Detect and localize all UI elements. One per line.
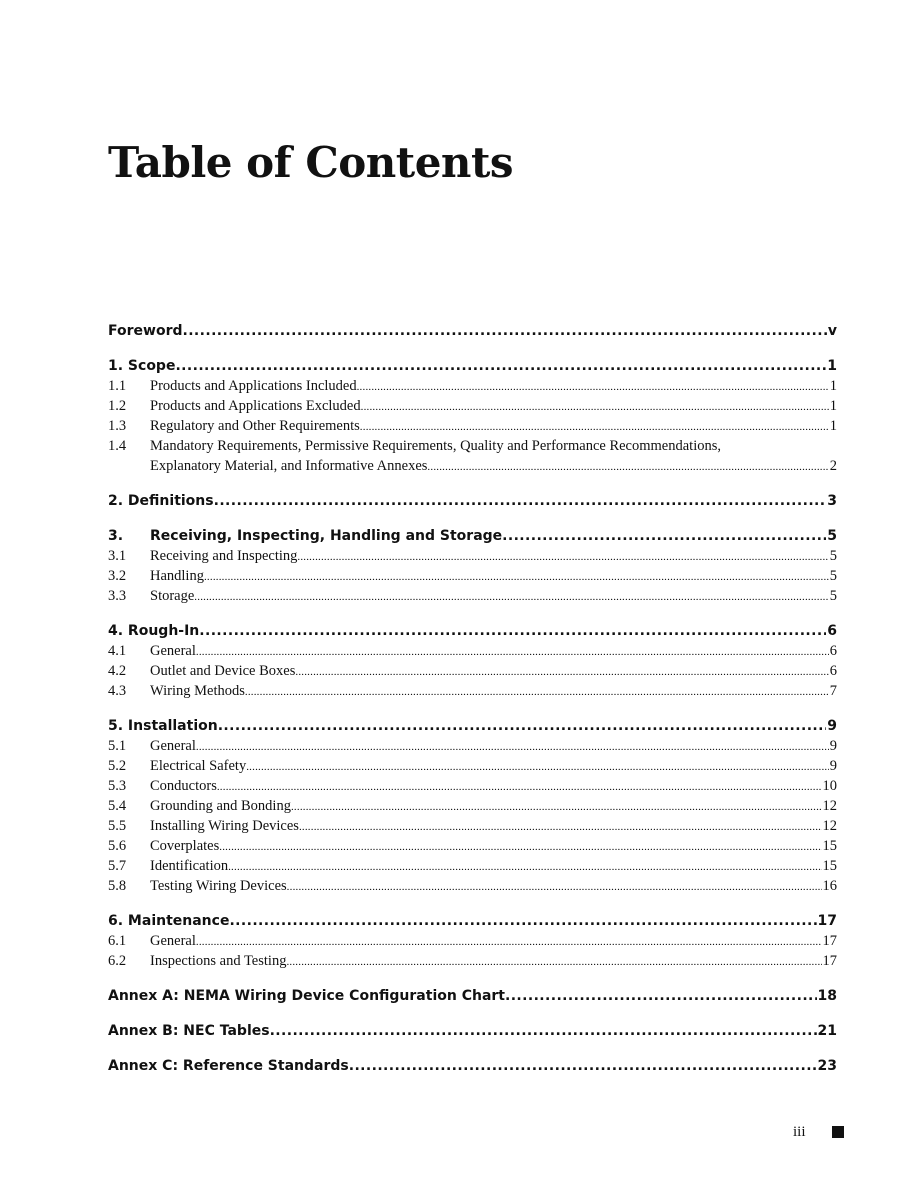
toc-subentry-title: Inspections and Testing [150,953,287,969]
toc-heading-page: v [827,323,837,339]
toc-subentry-number: 5.5 [108,818,127,834]
toc-heading-title: Annex C: Reference Standards [108,1058,349,1074]
toc-subentry-continuation[interactable] [108,456,837,476]
toc-subentry-title-continued: Explanatory Material, and Informative Annexes [150,458,428,474]
toc-subentry-page: 7 [829,683,837,699]
toc-subentry-page: 1 [829,398,837,414]
toc-subentry-title: General [150,643,196,659]
toc-heading-title: 1. Scope [108,358,176,374]
toc-heading-entry[interactable] [108,491,837,511]
toc-section [108,321,837,341]
toc-subentry[interactable] [108,416,837,436]
toc-subentry-page: 5 [829,568,837,584]
toc-subentry-page: 6 [829,643,837,659]
toc-subentry[interactable] [108,796,837,816]
toc-subentry-page: 5 [829,588,837,604]
toc-subentry-number: 4.2 [108,663,127,679]
toc-heading-entry[interactable] [108,911,837,931]
toc-subentry-title: Regulatory and Other Requirements [150,418,360,434]
dot-leader [299,816,822,836]
toc-subentry-number: 5.1 [108,738,127,754]
toc-heading-entry[interactable] [108,356,837,376]
toc-subentry-page: 2 [829,458,837,474]
square-marker-icon [832,1126,844,1138]
dot-leader [291,796,822,816]
toc-subentry[interactable] [108,376,837,396]
dot-leader [196,736,829,756]
toc-subentry-page: 6 [829,663,837,679]
toc-subentry[interactable] [108,546,837,566]
toc-subentry-page: 1 [829,418,837,434]
toc-subentry-title: Coverplates [150,838,220,854]
toc-subentry-page: 15 [822,858,837,874]
toc-subentry[interactable] [108,566,837,586]
toc-subentry-title: General [150,933,196,949]
toc-subentry-page: 17 [822,953,837,969]
toc-subentry-number: 4.3 [108,683,127,699]
toc-subentry-title: Electrical Safety [150,758,247,774]
toc-heading-title: 5. Installation [108,718,218,734]
dot-leader [194,586,828,606]
toc-heading-title: Receiving, Inspecting, Handling and Storage [150,528,503,544]
toc-subentry-title: Products and Applications Included [150,378,357,394]
toc-section [108,911,837,971]
dot-leader [295,661,828,681]
toc-subentry-title: Products and Applications Excluded [150,398,361,414]
toc-heading-page: 18 [817,988,837,1004]
page-number: iii [793,1124,806,1140]
toc-subentry-number: 3.2 [108,568,127,584]
toc-heading-page: 9 [827,718,837,734]
toc-heading-page: 17 [817,913,837,929]
toc-heading-title: Annex A: NEMA Wiring Device Configuration Chart [108,988,505,1004]
toc-subentry-page: 15 [822,838,837,854]
dot-leader [360,416,829,436]
dot-leader [246,756,829,776]
toc-subentry-number: 5.8 [108,878,127,894]
toc-subentry-number: 5.4 [108,798,127,814]
toc-subentry-title: Conductors [150,778,217,794]
toc-subentry-page: 16 [822,878,837,894]
toc-subentry[interactable] [108,641,837,661]
toc-heading-entry[interactable] [108,321,837,341]
toc-section [108,1056,837,1076]
toc-subentry-number: 1.2 [108,398,127,414]
dot-leader [361,396,829,416]
toc-subentry-title: Outlet and Device Boxes [150,663,296,679]
toc-heading-page: 3 [827,493,837,509]
dot-leader [183,321,827,341]
toc-heading-entry[interactable] [108,526,837,546]
dot-leader [218,716,827,736]
toc-subentry[interactable] [108,586,837,606]
toc-subentry[interactable] [108,931,837,951]
toc-section [108,491,837,511]
toc-section [108,716,837,896]
dot-leader [270,1021,817,1041]
toc-heading-title: 4. Rough-In [108,623,200,639]
toc-subentry-number: 3.3 [108,588,127,604]
toc-subentry-page: 12 [822,818,837,834]
table-of-contents [108,321,837,1091]
dot-leader [427,456,828,476]
toc-subentry-number: 1.4 [108,438,127,454]
toc-section [108,1021,837,1041]
toc-subentry[interactable] [108,836,837,856]
dot-leader [505,986,817,1006]
dot-leader [199,621,826,641]
dot-leader [502,526,826,546]
dot-leader [349,1056,817,1076]
toc-subentry[interactable] [108,951,837,971]
toc-heading-page: 6 [827,623,837,639]
toc-subentry-number: 6.2 [108,953,127,969]
toc-heading-title: 6. Maintenance [108,913,230,929]
dot-leader [217,776,822,796]
toc-heading-entry[interactable] [108,986,837,1006]
toc-subentry[interactable] [108,776,837,796]
toc-heading-page: 1 [827,358,837,374]
toc-section [108,526,837,606]
dot-leader [287,876,822,896]
toc-subentry-title: Installing Wiring Devices [150,818,299,834]
dot-leader [357,376,829,396]
toc-subentry-page: 9 [829,738,837,754]
dot-leader [228,856,821,876]
toc-heading-page: 23 [817,1058,837,1074]
toc-subentry-number: 5.2 [108,758,127,774]
toc-heading-title: Foreword [108,323,183,339]
toc-subentry-title: Grounding and Bonding [150,798,291,814]
toc-subentry-number: 5.3 [108,778,127,794]
toc-subentry-page: 9 [829,758,837,774]
toc-subentry[interactable] [108,816,837,836]
toc-subentry-title: Mandatory Requirements, Permissive Requirements, Quality and Performance Recommendations, [150,438,722,454]
toc-section [108,356,837,476]
toc-subentry-page: 5 [829,548,837,564]
toc-heading-entry[interactable] [108,1021,837,1041]
dot-leader [175,356,826,376]
toc-subentry-title: Testing Wiring Devices [150,878,287,894]
toc-subentry-title: Handling [150,568,204,584]
dot-leader [196,641,829,661]
toc-subentry-number: 4.1 [108,643,127,659]
toc-subentry-number: 1.3 [108,418,127,434]
toc-subentry-title: Identification [150,858,229,874]
dot-leader [204,566,829,586]
toc-subentry-number: 6.1 [108,933,127,949]
toc-section [108,986,837,1006]
toc-subentry-number: 1.1 [108,378,127,394]
dot-leader [214,491,827,511]
dot-leader [297,546,828,566]
toc-subentry-number: 3.1 [108,548,127,564]
toc-subentry[interactable] [108,661,837,681]
toc-subentry-title: Wiring Methods [150,683,245,699]
toc-subentry-number: 5.7 [108,858,127,874]
toc-heading-entry[interactable] [108,716,837,736]
toc-subentry-page: 1 [829,378,837,394]
dot-leader [219,836,821,856]
toc-subentry[interactable] [108,856,837,876]
toc-subentry-title: General [150,738,196,754]
dot-leader [286,951,821,971]
toc-subentry-page: 10 [822,778,837,794]
toc-subentry[interactable] [108,436,837,456]
toc-subentry[interactable] [108,756,837,776]
toc-subentry-title: Storage [150,588,195,604]
toc-heading-page: 5 [827,528,837,544]
toc-heading-number: 3. [108,528,124,544]
toc-subentry-page: 17 [822,933,837,949]
toc-heading-title: Annex B: NEC Tables [108,1023,270,1039]
toc-heading-title: 2. Definitions [108,493,214,509]
toc-subentry-title: Receiving and Inspecting [150,548,298,564]
toc-heading-entry[interactable] [108,1056,837,1076]
toc-heading-entry[interactable] [108,621,837,641]
toc-subentry-number: 5.6 [108,838,127,854]
toc-subentry-page: 12 [822,798,837,814]
toc-subentry[interactable] [108,736,837,756]
toc-subentry[interactable] [108,681,837,701]
dot-leader [229,911,816,931]
toc-subentry[interactable] [108,396,837,416]
page-title: Table of Contents [108,138,513,187]
dot-leader [245,681,829,701]
toc-heading-page: 21 [817,1023,837,1039]
toc-subentry[interactable] [108,876,837,896]
toc-section [108,621,837,701]
dot-leader [196,931,822,951]
